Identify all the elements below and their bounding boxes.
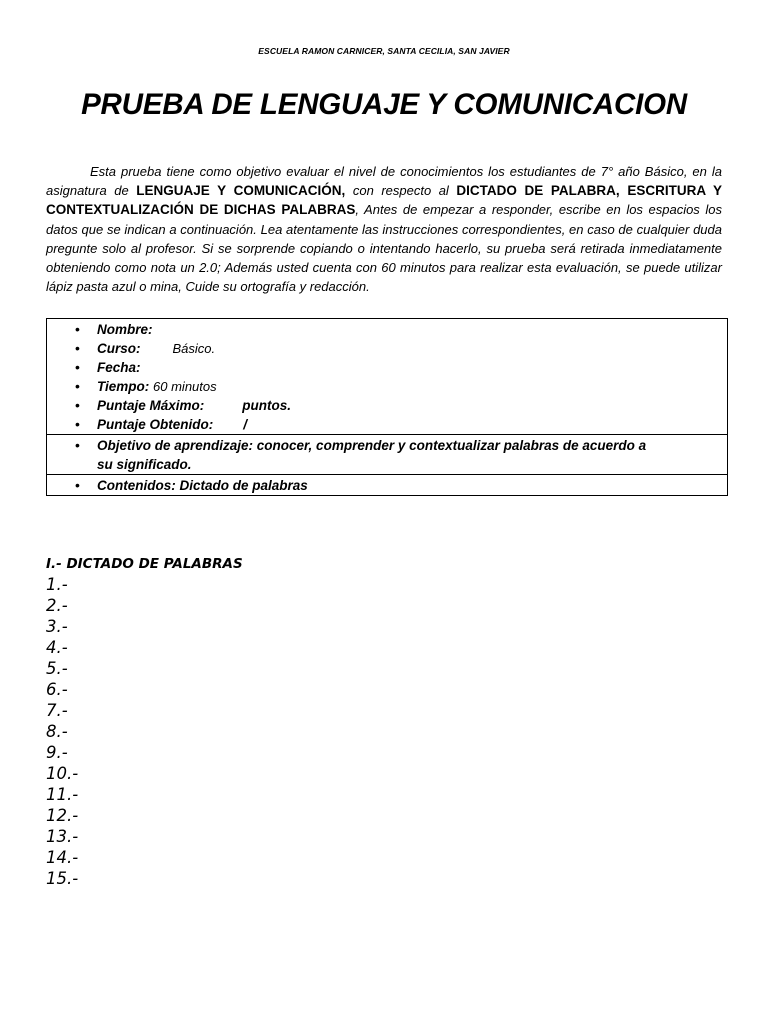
nombre-label: Nombre: xyxy=(97,322,153,337)
dictation-item: 13.- xyxy=(46,827,79,846)
page-title: PRUEBA DE LENGUAJE Y COMUNICACION xyxy=(81,88,687,121)
dictation-item: 10.- xyxy=(46,764,79,783)
dictation-item: 2.- xyxy=(46,596,68,615)
intro-text-3: , Antes de empezar a responder, escribe en los espacios los datos que se indican a continuación. Lea atentamente las instrucciones correspondientes, en caso de cualquier duda pregunte solo al profesor. Si se sorprende copiando o intentando hacerlo, su prueba será retirada inmediatamente obteniendo como nota un 2.0; Además usted cuenta con 60 minutos para realizar esta evaluación, se puede utilizar lápiz pasta azul o mina, Cuide su ortografía y redacción. xyxy=(46,202,722,295)
student-data-section xyxy=(47,319,727,435)
dictation-item: 6.- xyxy=(46,680,68,699)
info-puntaje-max xyxy=(47,396,727,415)
info-tiempo xyxy=(47,377,727,396)
puntaje-max-label: Puntaje Máximo: xyxy=(97,398,205,413)
contents-section xyxy=(47,475,727,495)
intro-text-1: Esta prueba tiene como objetivo evaluar el nivel de conocimientos los estudiantes de 7° año Básico, en la asignatura de xyxy=(46,164,722,199)
dictation-item: 7.- xyxy=(46,701,68,720)
intro-subject: LENGUAJE Y COMUNICACIÓN, xyxy=(136,183,346,199)
objective-section xyxy=(47,435,727,475)
dictation-item: 9.- xyxy=(46,743,68,762)
info-objetivo: • Objetivo de aprendizaje: conocer, comprender y contextualizar palabras de acuerdo a su significado. xyxy=(47,436,727,474)
dictation-item: 3.- xyxy=(46,617,68,636)
tiempo-value: 60 minutos xyxy=(153,379,217,394)
tiempo-label: Tiempo: xyxy=(97,379,150,394)
dictation-item: 1.- xyxy=(46,575,68,594)
dictation-item: 12.- xyxy=(46,806,79,825)
info-puntaje-obt xyxy=(47,415,727,434)
dictation-item: 8.- xyxy=(46,722,68,741)
school-name: ESCUELA RAMON CARNICER, SANTA CECILIA, SAN JAVIER xyxy=(258,46,510,56)
dictation-item: 14.- xyxy=(46,848,79,867)
dictation-list xyxy=(46,574,78,889)
puntaje-obt-label: Puntaje Obtenido: xyxy=(97,417,214,432)
fecha-label: Fecha: xyxy=(97,360,141,375)
section-title-dictado: I.- DICTADO DE PALABRAS xyxy=(46,556,243,572)
dictation-item: 15.- xyxy=(46,869,79,888)
dictation-item: 4.- xyxy=(46,638,68,657)
curso-value: Básico. xyxy=(172,341,216,356)
info-nombre xyxy=(47,320,727,339)
dictation-item: 11.- xyxy=(46,785,79,804)
info-contenidos: • Contenidos: Dictado de palabras xyxy=(47,476,727,495)
puntaje-max-value: puntos. xyxy=(242,398,292,413)
info-curso xyxy=(47,339,727,358)
student-info-box xyxy=(46,318,728,496)
intro-topic: DICTADO DE PALABRA, ESCRITURA Y CONTEXTUALIZACIÓN DE DICHAS PALABRAS xyxy=(46,183,722,218)
curso-label: Curso: xyxy=(97,341,141,356)
intro-paragraph xyxy=(46,162,722,296)
info-fecha xyxy=(47,358,727,377)
puntaje-obt-value: / xyxy=(243,417,248,432)
intro-text-2: con respecto al xyxy=(345,183,457,199)
dictation-item: 5.- xyxy=(46,659,68,678)
